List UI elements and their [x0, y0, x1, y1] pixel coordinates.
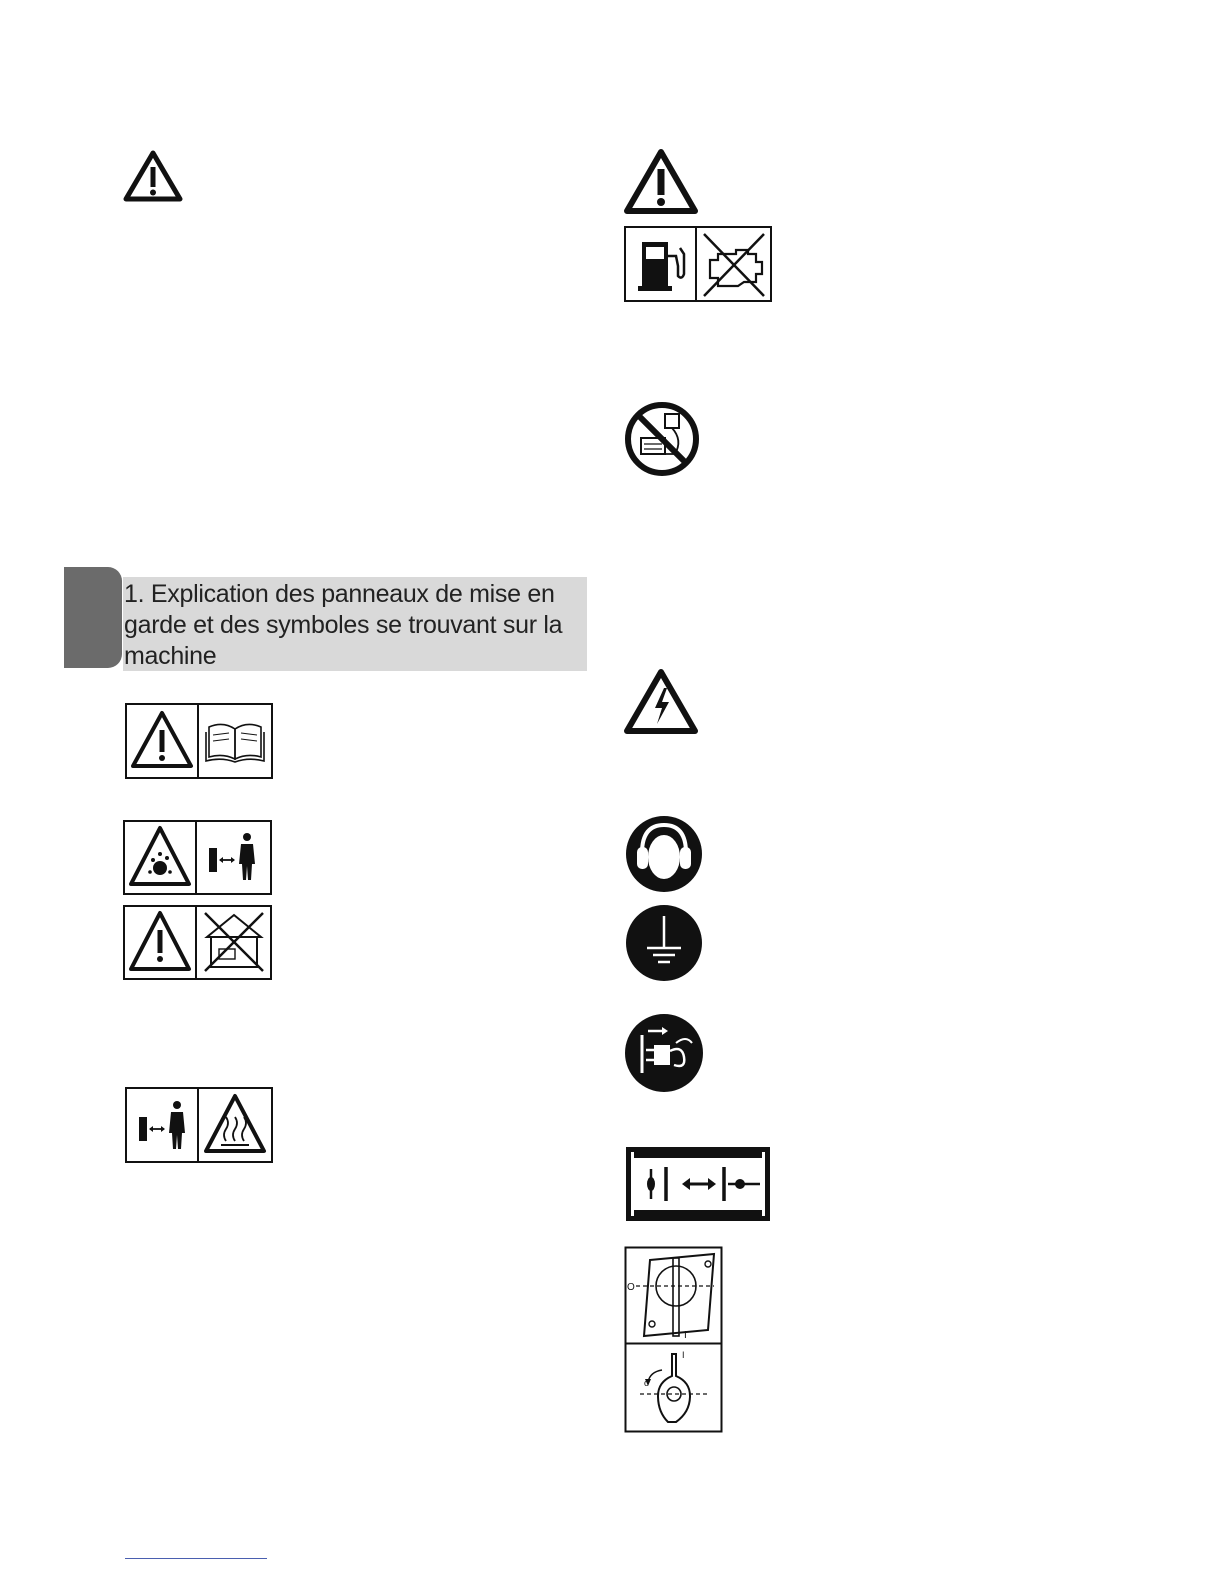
ear-protection-icon	[625, 815, 703, 893]
switch-position-icon	[626, 1147, 770, 1221]
keep-distance-hot-surface-icon	[125, 1087, 273, 1163]
no-indoor-use-icon	[123, 905, 272, 980]
unplug-icon	[624, 1013, 704, 1093]
warning-icon	[623, 148, 699, 216]
section-tab	[64, 567, 122, 668]
electrical-hazard-icon	[623, 668, 699, 736]
warning-icon	[123, 150, 183, 202]
svg-text:I: I	[684, 1330, 687, 1341]
debris-keep-distance-icon	[123, 820, 272, 895]
refuel-engine-off-icon	[624, 226, 772, 302]
footer-rule	[125, 1558, 267, 1559]
svg-text:I: I	[682, 1350, 685, 1360]
svg-text:o: o	[644, 1378, 650, 1388]
fuel-valve-icon	[624, 1246, 724, 1434]
section-heading-text: 1. Explication des panneaux de mise en garde et des symboles se trouvant sur la machine	[124, 580, 563, 670]
warning-read-manual-icon	[125, 703, 273, 779]
section-heading	[123, 577, 587, 671]
no-wet-use-icon	[623, 400, 701, 478]
svg-text:O: O	[627, 1282, 635, 1293]
ground-icon	[625, 904, 703, 982]
